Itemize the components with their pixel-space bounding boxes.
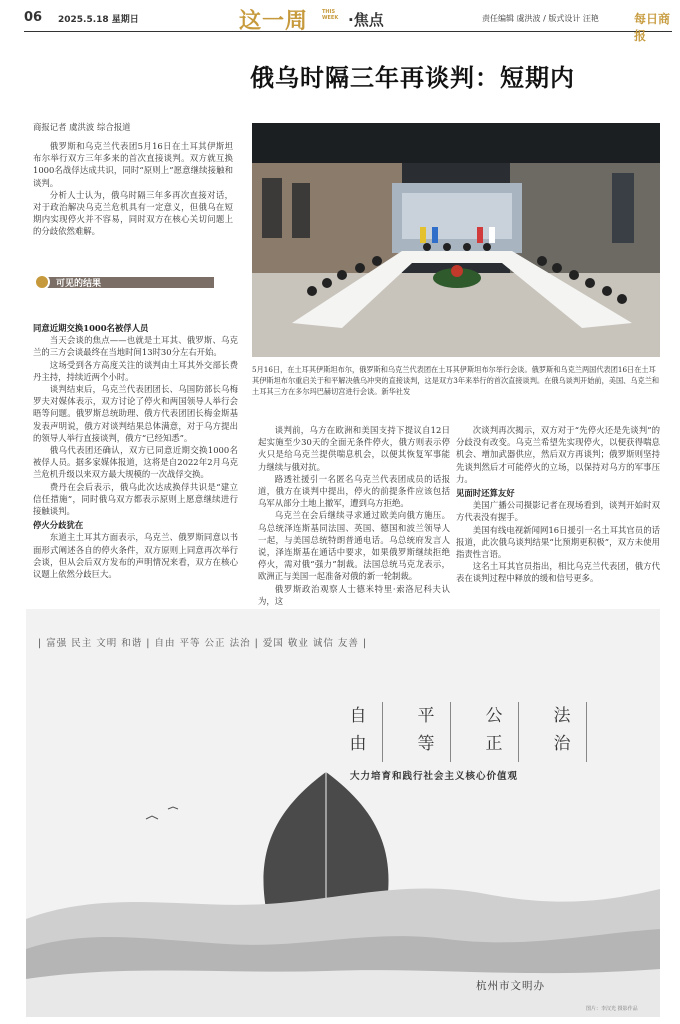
article-column-1 bbox=[33, 320, 238, 580]
ad-character: 等 bbox=[417, 734, 435, 754]
paragraph: 谈判结束后，乌克兰代表团团长、乌国防部长乌梅罗夫对媒体表示，双方讨论了停火和两国领导人举行会晤等问题。俄罗斯总统助理、俄方代表团团长梅金斯基发表声明说，俄方对谈判结果总体满意，对于乌方提出的领导人举行直接谈判，俄方“已经知悉”。 bbox=[33, 384, 238, 443]
paragraph: 东道主土耳其方面表示，乌克兰、俄罗斯同意以书面形式阐述各自的停火条件，双方原则上同意再次举行会谈，但从会后双方发布的声明情况来看，双方在核心议题上依然分歧巨大。 bbox=[33, 532, 238, 580]
public-service-ad bbox=[26, 609, 660, 1017]
paragraph: 谈判前，乌方在欧洲和美国支持下提议自12日起实施至少30天的全面无条件停火，俄方则表示停火只是给乌克兰提供喘息机会，以便其恢复军事能力继续与俄对抗。 bbox=[258, 425, 450, 472]
paragraph: 美国广播公司摄影记者在现场看到，谈判开始时双方代表没有握手。 bbox=[456, 500, 660, 523]
ad-signature: 杭州市文明办 bbox=[476, 980, 545, 992]
landscape-illustration bbox=[26, 609, 660, 1017]
tag-label: 可见的结果 bbox=[56, 279, 102, 289]
lead-paragraphs bbox=[33, 140, 233, 238]
section-subtitle: ·焦点 bbox=[348, 11, 384, 29]
lead-paragraph: 分析人士认为，俄乌时隔三年多再次直接对话，对于政治解决乌克兰危机具有一定意义，但俄乌在短期内实现停火并不容易，同时双方在核心关切问题上的分歧依然难解。 bbox=[33, 189, 233, 237]
paragraph: 次谈判再次揭示，双方对于“先停火还是先谈判”的分歧没有改变。乌克兰希望先实现停火，以便获得喘息机会、增加武器供应，然后双方再谈判；俄罗斯则坚持先谈判然后才可能停火的立场，以保持对乌方的军事压力。 bbox=[456, 425, 660, 484]
section-tag bbox=[34, 274, 214, 290]
editor-credit: 责任编辑 虞洪波 / 版式设计 汪艳 bbox=[482, 14, 599, 23]
ad-character: 正 bbox=[485, 734, 503, 754]
ad-character: 平 bbox=[417, 706, 435, 726]
subheading: 同意近期交换1000名被俘人员 bbox=[33, 323, 149, 333]
paragraph: 路透社援引一名匿名乌克兰代表团成员的话报道，俄方在谈判中提出，停火的前提条件应该包括乌军从部分土地上撤军，遭到乌方拒绝。 bbox=[258, 473, 450, 509]
paragraph: 乌克兰在会后继续寻求通过欧美向俄方施压。乌总统泽连斯基同法国、英国、德国和波兰领导人一起，与美国总统特朗普通电话。乌总统府发言人说，泽连斯基在通话中要求，如果俄罗斯继续拒绝停火，需对俄“强力”制裁。法国总统马克龙表示，欧洲正与美国一起准备对俄的新一轮制裁。 bbox=[258, 510, 450, 582]
issue-date: 2025.5.18 星期日 bbox=[58, 15, 139, 25]
lead-paragraph: 俄罗斯和乌克兰代表团5月16日在土耳其伊斯坦布尔举行双方三年多来的首次直接谈判。双方就互换1000名战俘达成共识，同时“原则上”愿意继续接触和谈判。 bbox=[33, 141, 233, 188]
image-credit: 图片：李汉光 摄影作品 bbox=[586, 1006, 638, 1012]
paragraph: 费丹在会后表示，俄乌此次达成换俘共识是“建立信任措施”，同时俄乌双方都表示原则上愿意继续进行接触谈判。 bbox=[33, 481, 238, 517]
core-values-slogan: | 富强 民主 文明 和谐 | 自由 平等 公正 法治 | 爱国 敬业 诚信 友善 | bbox=[38, 638, 368, 649]
page-number: 06 bbox=[24, 10, 43, 25]
paragraph: 美国有线电视新闻网16日援引一名土耳其官员的话报道，此次俄乌谈判结果“比预期更积极”，双方未使用指责性言语。 bbox=[456, 524, 660, 560]
headline: 俄乌时隔三年再谈判：短期内 bbox=[250, 64, 575, 92]
ad-character: 由 bbox=[349, 734, 367, 754]
news-photo bbox=[252, 123, 660, 357]
ad-character: 公 bbox=[485, 706, 503, 726]
section-english: THIS WEEK bbox=[322, 9, 339, 21]
photo-caption: 5月16日，在土耳其伊斯坦布尔，俄罗斯和乌克兰代表团在土耳其伊斯坦布尔举行会谈。俄罗斯和乌克兰两国代表团16日在土耳其伊斯坦布尔重启关于和平解决俄乌冲突的直接谈判，这是双方3年来举行的首次直接谈判。在俄乌谈判开始前，美国、乌克兰和土耳其三方在多尔玛巴赫切宫进行会谈。新华社发 bbox=[252, 365, 660, 396]
ad-subtitle: 大力培育和践行社会主义核心价值观 bbox=[350, 771, 519, 782]
paragraph: 俄罗斯政治观察人士德米特里·索洛尼科夫认为，这 bbox=[258, 583, 450, 606]
ad-character: 法 bbox=[553, 706, 571, 726]
article-column-3 bbox=[456, 424, 660, 585]
paragraph: 这名土耳其官员指出，相比乌克兰代表团，俄方代表在谈判过程中释放的缓和信号更多。 bbox=[456, 561, 660, 584]
subheading: 见面时还算友好 bbox=[456, 488, 515, 499]
paragraph: 这场受到各方高度关注的谈判由土耳其外交部长费丹主持，持续近两个小时。 bbox=[33, 359, 238, 382]
byline: 商报记者 虞洪波 综合报道 bbox=[33, 122, 131, 132]
subheading: 停火分歧犹在 bbox=[33, 520, 84, 531]
newspaper-name: 每日商报 bbox=[634, 12, 671, 43]
ad-character: 治 bbox=[553, 734, 571, 754]
article-column-2 bbox=[258, 424, 450, 607]
section-title: 这一周 bbox=[239, 9, 309, 34]
meeting-room-image bbox=[252, 123, 660, 357]
ad-character: 自 bbox=[349, 706, 367, 726]
paragraph: 俄乌代表团还确认，双方已同意近期交换1000名被俘人员。据多家媒体报道，这将是自2022年2月乌克兰危机升级以来双方最大规模的一次战俘交换。 bbox=[33, 445, 238, 480]
tag-dot-icon bbox=[34, 274, 50, 290]
paragraph: 当天会谈的焦点——也就是土耳其、俄罗斯、乌克兰的三方会谈最终在当地时间13时30分左右开始。 bbox=[33, 335, 238, 358]
page-header bbox=[24, 8, 672, 43]
